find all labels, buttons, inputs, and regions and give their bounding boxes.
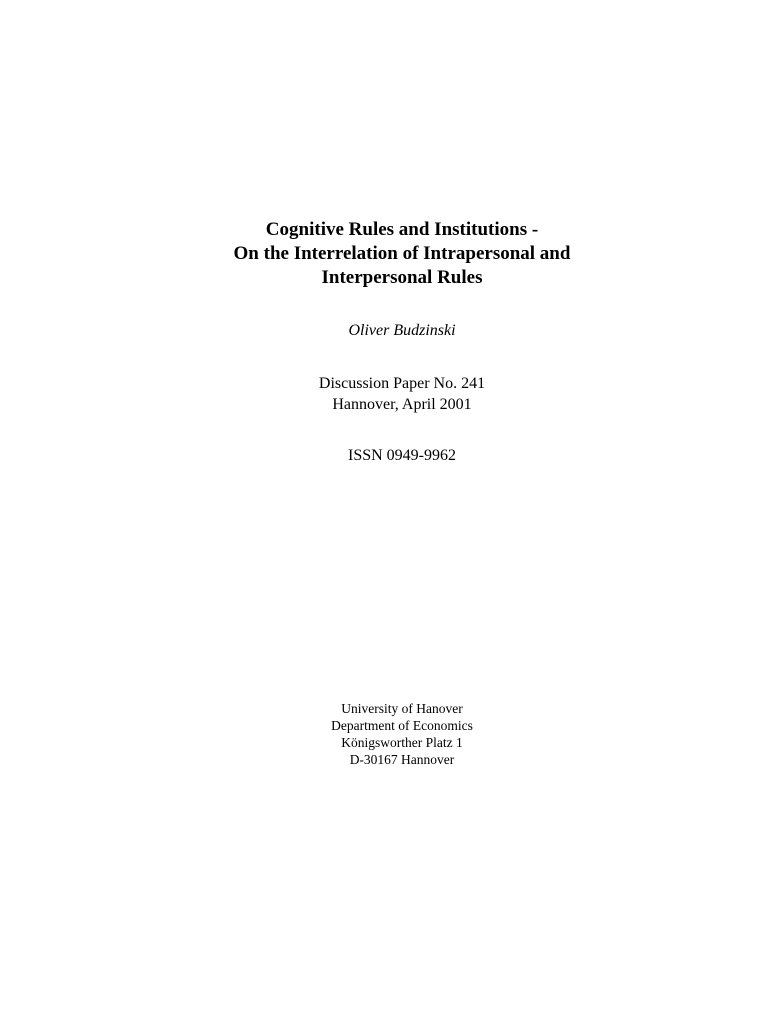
department-name: Department of Economics bbox=[331, 718, 473, 733]
paper-title-line: Interpersonal Rules bbox=[321, 267, 483, 288]
discussion-paper-info bbox=[0, 373, 768, 415]
street-address: Königsworther Platz 1 bbox=[341, 735, 463, 750]
discussion-paper-number: Discussion Paper No. 241 bbox=[318, 375, 486, 392]
university-name: University of Hanover bbox=[341, 701, 463, 716]
paper-title-line: Cognitive Rules and Institutions - bbox=[265, 219, 539, 240]
paper-title-line: On the Interrelation of Intrapersonal and bbox=[233, 243, 571, 264]
author-name: Oliver Budzinski bbox=[348, 322, 456, 339]
issn-number: ISSN 0949-9962 bbox=[347, 447, 456, 464]
postal-city: D-30167 Hannover bbox=[349, 752, 455, 767]
institution-address bbox=[0, 700, 768, 768]
place-and-date: Hannover, April 2001 bbox=[332, 396, 472, 413]
paper-title bbox=[0, 218, 768, 290]
